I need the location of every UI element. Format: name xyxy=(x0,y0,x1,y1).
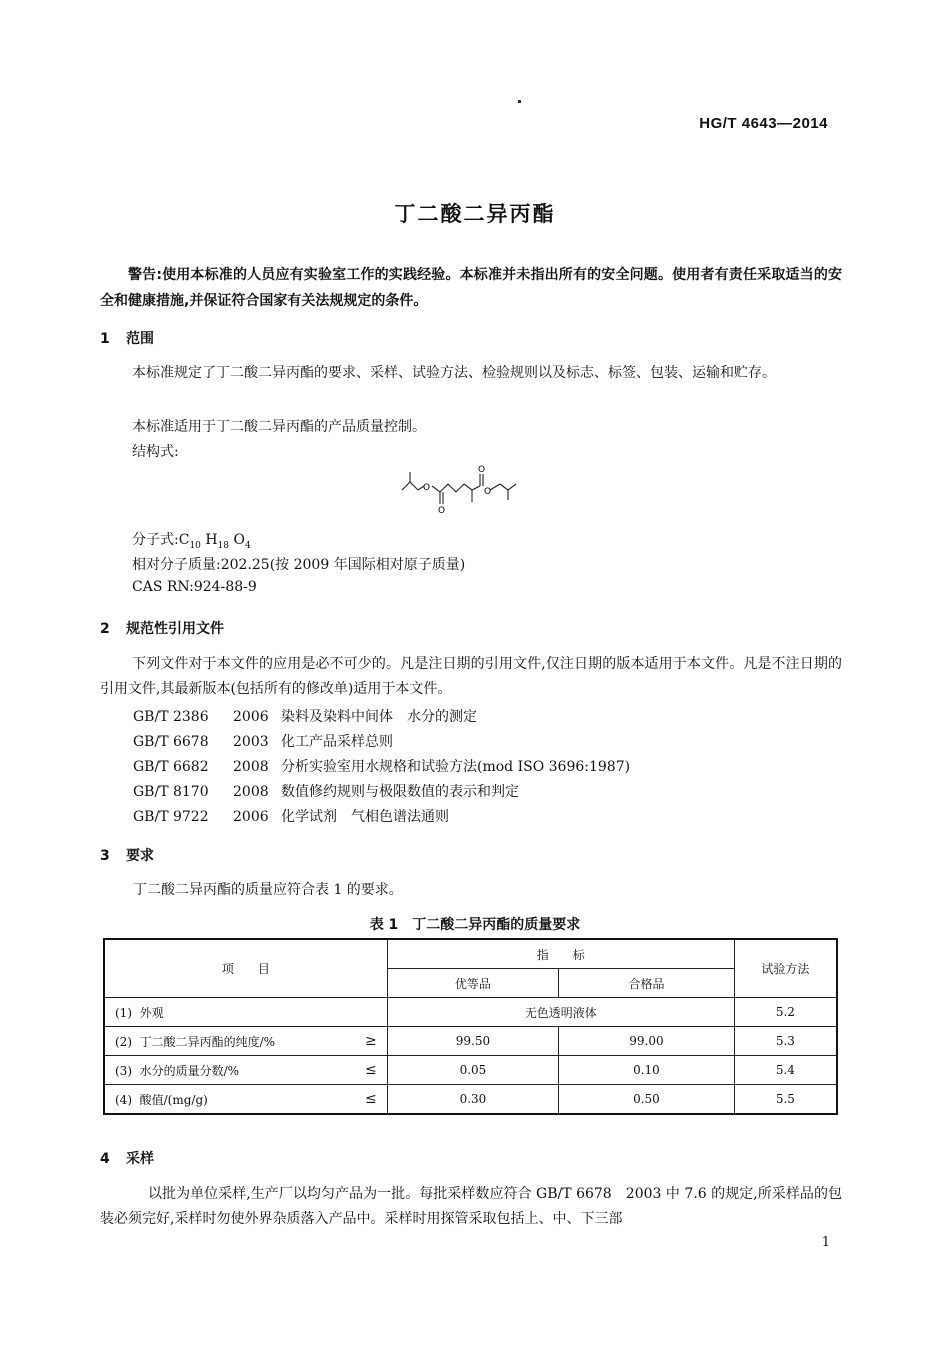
item-name: 酸值/(mg/g) xyxy=(139,1092,208,1107)
reference-item xyxy=(133,731,393,751)
reference-title: 化工产品采样总则 xyxy=(281,734,393,750)
reference-code: GB/T 8170 xyxy=(133,784,209,800)
standard-number: HG/T 4643—2014 xyxy=(699,115,828,132)
reference-year: 2006 xyxy=(233,709,269,725)
atom-o-label: O xyxy=(438,506,446,516)
section-title: 要求 xyxy=(126,848,154,864)
section-number: 2 xyxy=(100,621,110,637)
header-item: 项 目 xyxy=(104,939,387,998)
reference-code: GB/T 6682 xyxy=(133,759,209,775)
item-cell xyxy=(104,1027,387,1056)
table-row xyxy=(104,1027,837,1056)
reference-year: 2003 xyxy=(233,734,269,750)
reference-title: 化学试剂 气相色谱法通则 xyxy=(281,809,449,825)
method-cell: 5.2 xyxy=(734,998,837,1027)
warning-paragraph: 警告:使用本标准的人员应有实验室工作的实践经验。本标准并未指出所有的安全问题。使用者有责任采取适当的安全和健康措施,并保证符合国家有关法规规定的条件。 xyxy=(100,267,842,309)
reference-code: GB/T 2386 xyxy=(133,709,209,725)
item-cell xyxy=(104,1085,387,1115)
scan-dot xyxy=(518,100,521,103)
item-name: 外观 xyxy=(139,1005,164,1020)
atom-o-label: O xyxy=(484,487,492,497)
formula-h-count: 18 xyxy=(217,540,230,551)
section-title: 采样 xyxy=(126,1151,154,1167)
section-number: 4 xyxy=(100,1151,110,1167)
premium-value: 99.50 xyxy=(387,1027,559,1056)
reference-item xyxy=(133,806,449,826)
formula-c: C xyxy=(178,532,190,548)
section-title: 规范性引用文件 xyxy=(126,621,224,637)
page-number: 1 xyxy=(821,1235,830,1250)
qualified-value: 99.00 xyxy=(559,1027,735,1056)
references-intro: 下列文件对于本文件的应用是必不可少的。凡是注日期的引用文件,仅注日期的版本适用于本文件。凡是不注日期的引用文件,其最新版本(包括所有的修改单)适用于本文件。 xyxy=(100,656,842,697)
reference-title: 染料及染料中间体 水分的测定 xyxy=(281,709,477,725)
formula-label: 分子式: xyxy=(132,532,179,548)
structure-label: 结构式: xyxy=(132,444,179,460)
item-cell xyxy=(104,998,387,1027)
item-cell xyxy=(104,1056,387,1085)
isopropyl-left-bond xyxy=(402,482,418,490)
reference-year: 2008 xyxy=(233,784,269,800)
reference-year: 2006 xyxy=(233,809,269,825)
premium-value: 0.30 xyxy=(387,1085,559,1115)
row-number: (4) xyxy=(115,1092,132,1107)
isopropyl-right-bond xyxy=(500,484,516,490)
relation-symbol: ≤ xyxy=(364,1061,377,1078)
method-cell: 5.4 xyxy=(734,1056,837,1085)
molecular-formula xyxy=(132,529,251,551)
table-row xyxy=(104,1085,837,1115)
row-number: (2) xyxy=(115,1034,132,1049)
reference-item xyxy=(133,781,519,801)
item-name: 丁二酸二异丙酯的纯度/% xyxy=(139,1034,276,1049)
section-2-heading xyxy=(100,618,224,638)
table-row xyxy=(104,1056,837,1085)
reference-item xyxy=(133,706,477,726)
reference-title: 数值修约规则与极限数值的表示和判定 xyxy=(281,784,519,800)
qualified-value: 0.10 xyxy=(559,1056,735,1085)
reference-year: 2008 xyxy=(233,759,269,775)
molecular-mass: 相对分子质量:202.25(按 2009 年国际相对原子质量) xyxy=(132,557,466,573)
section-number: 1 xyxy=(100,331,110,347)
merged-value: 无色透明液体 xyxy=(387,998,734,1027)
section-1-heading xyxy=(100,328,154,348)
formula-c-count: 10 xyxy=(189,540,201,551)
relation-symbol: ≤ xyxy=(364,1090,377,1107)
sampling-paragraph: 以批为单位采样,生产厂以均匀产品为一批。每批采样数应符合 GB/T 6678 2003 中 7.6 的规定,所采样品的包装必须完好,采样时勿使外界杂质落入产品中。采样时用探管采取包括上、中、下三部 xyxy=(100,1186,842,1227)
atom-o-label: O xyxy=(478,465,486,475)
header-index: 指 标 xyxy=(387,939,734,969)
document-title: 丁二酸二异丙酯 xyxy=(394,202,556,226)
reference-code: GB/T 6678 xyxy=(133,734,209,750)
section-3-heading xyxy=(100,845,154,865)
quality-requirements-table xyxy=(103,938,838,1115)
section-title: 范围 xyxy=(126,331,154,347)
section-4-heading xyxy=(100,1148,154,1168)
structural-formula xyxy=(396,462,536,520)
reference-title: 分析实验室用水规格和试验方法(mod ISO 3696:1987) xyxy=(281,759,631,775)
row-number: (1) xyxy=(115,1005,132,1020)
formula-o-count: 4 xyxy=(244,540,251,551)
reference-item xyxy=(133,756,630,776)
premium-value: 0.05 xyxy=(387,1056,559,1085)
table-row xyxy=(104,998,837,1027)
formula-h: H xyxy=(205,532,218,548)
header-qualified: 合格品 xyxy=(559,969,735,998)
qualified-value: 0.50 xyxy=(559,1085,735,1115)
scope-applicability: 本标准适用于丁二酸二异丙酯的产品质量控制。 xyxy=(132,419,426,435)
header-premium: 优等品 xyxy=(387,969,559,998)
header-method: 试验方法 xyxy=(734,939,837,998)
cas-number: CAS RN:924-88-9 xyxy=(132,579,257,595)
method-cell: 5.3 xyxy=(734,1027,837,1056)
row-number: (3) xyxy=(115,1063,132,1078)
requirements-paragraph: 丁二酸二异丙酯的质量应符合表 1 的要求。 xyxy=(133,882,403,898)
item-name: 水分的质量分数/% xyxy=(139,1063,240,1078)
table-caption: 表 1 丁二酸二异丙酯的质量要求 xyxy=(369,917,581,933)
scope-paragraph: 本标准规定了丁二酸二异丙酯的要求、采样、试验方法、检验规则以及标志、标签、包装、运输和贮存。 xyxy=(132,365,776,381)
relation-symbol: ≥ xyxy=(364,1032,377,1049)
reference-code: GB/T 9722 xyxy=(133,809,209,825)
method-cell: 5.5 xyxy=(734,1085,837,1115)
carbon-chain xyxy=(432,484,464,492)
section-number: 3 xyxy=(100,848,110,864)
formula-o: O xyxy=(233,532,245,548)
table-header-row xyxy=(104,939,837,969)
atom-o-label: O xyxy=(423,483,431,493)
